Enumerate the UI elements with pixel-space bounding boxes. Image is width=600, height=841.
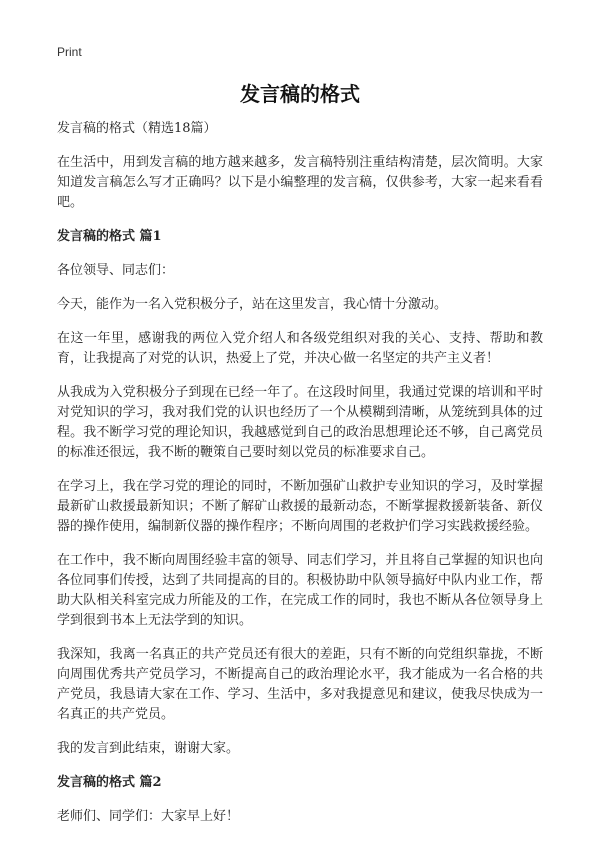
paragraph: 在工作中，我不断向周围经验丰富的领导、同志们学习，并且将自己掌握的知识也向各位同事们传授，达到了共同提高的目的。积极协助中队领导搞好中队内业工作，帮助大队相关科室完成力所能及的工作，在完成工作的同时，我也不断从各位领导身上学到很到书本上无法学到的知识。 (57, 553, 543, 628)
article-subtitle: 发言稿的格式（精选18篇） (57, 121, 217, 136)
paragraph: 在学习上，我在学习党的理论的同时，不断加强矿山救护专业知识的学习，及时掌握最新矿山救援最新知识；不断了解矿山救援的最新动态，不断掌握救援新装备、新仪器的操作使用，编制新仪器的操作程序；不断向周围的老救护们学习实践救援经验。 (57, 479, 543, 534)
paragraph: 从我成为入党积极分子到现在已经一年了。在这段时间里，我通过党课的培训和平时对党知识的学习，我对我们党的认识也经历了一个从模糊到清晰，从笼统到具体的过程。我不断学习党的理论知识，我越感觉到自己的政治思想理论还不够，自己离党员的标准还很远，我不断的鞭策自己要时刻以党员的标准要求自己。 (57, 385, 543, 460)
intro-paragraph: 在生活中，用到发言稿的地方越来越多，发言稿特别注重结构清楚，层次简明。大家知道发言稿怎么写才正确吗？以下是小编整理的发言稿，仅供参考，大家一起来看看吧。 (57, 155, 543, 210)
paragraph: 我深知，我离一名真正的共产党员还有很大的差距，只有不断的向党组织靠拢，不断向周围优秀共产党员学习，不断提高自己的政治理论水平，我才能成为一名合格的共产党员，我恳请大家在工作、学习、生活中，多对我提意见和建议，使我尽快成为一名真正的共产党员。 (57, 647, 543, 722)
section-heading-1: 发言稿的格式 篇1 (57, 229, 162, 244)
paragraph: 在这一年里，感谢我的两位入党介绍人和各级党组织对我的关心、支持、帮助和教育，让我提高了对党的认识，热爱上了党，并决心做一名坚定的共产主义者！ (57, 331, 543, 366)
section-heading-2: 发言稿的格式 篇2 (57, 775, 162, 790)
page-title: 发言稿的格式 (240, 82, 360, 106)
paragraph-salutation: 老师们、同学们：大家早上好！ (57, 809, 240, 824)
print-link[interactable]: Print (57, 45, 82, 59)
article-body (57, 119, 543, 841)
paragraph-closing: 我的发言到此结束，谢谢大家。 (57, 741, 240, 756)
paragraph: 今天，能作为一名入党积极分子，站在这里发言，我心情十分激动。 (57, 297, 448, 312)
paragraph-salutation: 各位领导、同志们： (57, 263, 175, 278)
